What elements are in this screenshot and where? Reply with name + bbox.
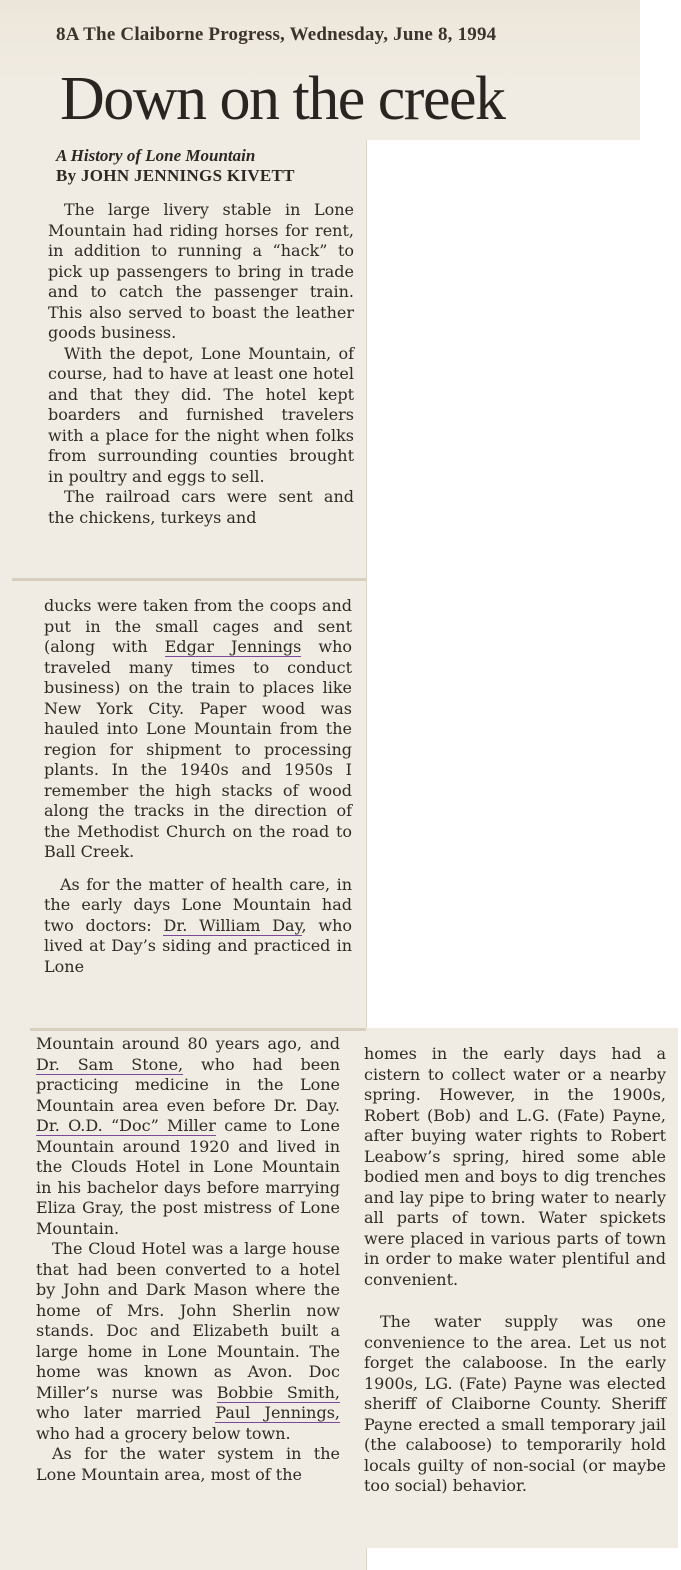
article-column-3: [36, 1034, 340, 1485]
article-column-1: [48, 200, 354, 528]
text-run: ducks were taken from the coops and put in the small cages and sent (along with: [44, 596, 352, 656]
paragraph: [44, 875, 352, 978]
underlined-name: Dr. William Day: [163, 915, 302, 935]
fold-crease: [12, 578, 366, 581]
paragraph: The water supply was one convenience to the area. Let us not forget the calaboose. In the early 1900s, LG. (Fate) Payne was elected sheriff of Claiborne County. Sheriff Payne erected a small temporary jail (the calaboose) to temporarily hold locals guilty of non-social (or maybe too social) behavior.: [364, 1312, 666, 1495]
text-run: who later married: [36, 1403, 216, 1422]
underlined-name: Dr. Sam Stone,: [36, 1054, 184, 1074]
text-run: who had a grocery below town.: [36, 1423, 291, 1443]
paragraph: [36, 1034, 340, 1239]
fold-crease: [30, 1028, 366, 1031]
paragraph: The railroad cars were sent and the chickens, turkeys and: [48, 487, 354, 527]
paragraph: The large livery stable in Lone Mountain had riding horses for rent, in addition to running a “hack” to pick up passengers to bring in trade and to catch the passenger train. This also served to boast the leather goods business.: [48, 200, 354, 342]
paragraph: [36, 1239, 340, 1444]
subhead: A History of Lone Mountain: [56, 146, 256, 165]
headline: Down on the creek: [60, 65, 505, 133]
paragraph: homes in the early days had a cistern to collect water or a nearby spring. However, in the 1900s, Robert (Bob) and L.G. (Fate) Payne, after buying water rights to Robert Leabow’s spring, hired some able bodied men and boys to dig trenches and lay pipe to bring water to nearly all parts of town. Water spickets were placed in various parts of town in order to make water plentiful and convenient.: [364, 1044, 666, 1289]
text-run: who had been practicing medicine in the Lone Mountain area even before Dr. Day.: [36, 1054, 341, 1115]
paragraph: [44, 596, 352, 863]
text-run: As for the matter of health care, in the early days Lone Mountain had two doctors:: [44, 874, 352, 935]
underlined-name: Dr. O.D. “Doc” Miller: [36, 1116, 216, 1135]
underlined-name: Edgar Jennings: [164, 637, 302, 656]
paragraph: As for the water system in the Lone Mountain area, most of the: [36, 1444, 340, 1484]
text-run: who traveled many times to conduct business) on the train to places like New York City. Paper wood was hauled into Lone Mountain from the region for shipment to processing plants. In the 1940s and 1950s I remember the high stacks of wood along the tracks in the direction of the Methodist Church on the road to Ball Creek.: [44, 637, 353, 861]
dateline: 8A The Claiborne Progress, Wednesday, June 8, 1994: [56, 24, 497, 45]
article-column-2: [44, 596, 352, 977]
text-run: Mountain around 80 years ago, and: [36, 1034, 340, 1053]
paragraph: With the depot, Lone Mountain, of course, had to have at least one hotel and that they did. The hotel kept boarders and furnished travelers with a place for the night when folks from surrounding counties brought in poultry and eggs to sell.: [48, 343, 354, 486]
byline: By JOHN JENNINGS KIVETT: [56, 166, 295, 185]
article-column-4: [364, 1044, 666, 1497]
text-run: The Cloud Hotel was a large house that had been converted to a hotel by John and Dark Mason where the home of Mrs. John Sherlin now stands. Doc and Elizabeth built a large home in Lone Mountain. The home was known as Avon. Doc Miller’s nurse was: [36, 1239, 340, 1402]
underlined-name: Paul Jennings,: [215, 1403, 341, 1422]
text-run: came to Lone Mountain around 1920 and lived in the Clouds Hotel in Lone Mountain in his bachelor days before marrying Eliza Gray, the post mistress of Lone Mountain.: [36, 1116, 340, 1238]
text-run: , who lived at Day’s siding and practiced in Lone: [44, 915, 353, 976]
underlined-name: Bobbie Smith,: [216, 1382, 340, 1402]
